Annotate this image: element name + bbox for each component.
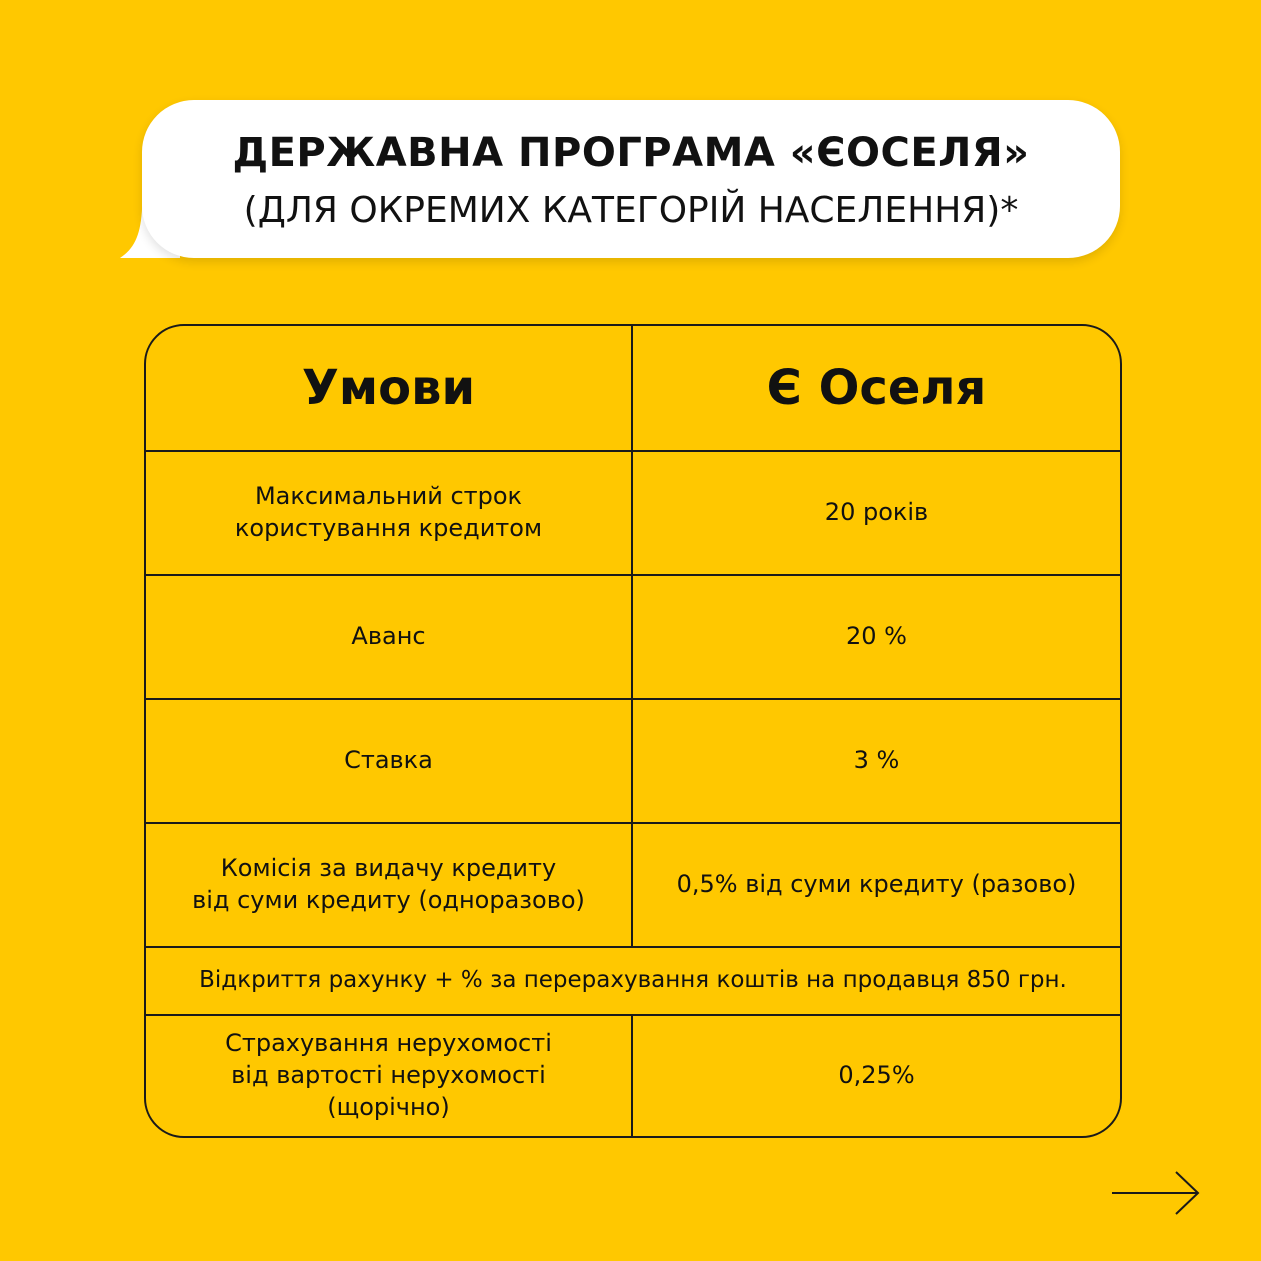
table-row xyxy=(146,450,1120,576)
header-program: Є Оселя xyxy=(766,360,987,416)
condition-cell: Максимальний строк користування кредитом xyxy=(146,450,633,574)
title-bubble xyxy=(142,100,1120,258)
value-cell: 3 % xyxy=(853,746,900,774)
table-row xyxy=(146,574,1120,700)
page-title: ДЕРЖАВНА ПРОГРАМА «ЄОСЕЛЯ» xyxy=(232,130,1030,176)
value-cell: 0,5% від суми кредиту (разово) xyxy=(676,870,1077,898)
full-width-cell: Відкриття рахунку + % за перерахування коштів на продавця 850 грн. xyxy=(199,967,1067,993)
condition-cell: Комісія за видачу кредиту від суми кредиту (одноразово) xyxy=(146,822,633,946)
page-subtitle: (ДЛЯ ОКРЕМИХ КАТЕГОРІЙ НАСЕЛЕННЯ)* xyxy=(243,190,1019,231)
table-row-full xyxy=(146,946,1120,1016)
table-row xyxy=(146,822,1120,948)
value-cell: 0,25% xyxy=(838,1061,915,1089)
table-header-row xyxy=(146,326,1120,452)
condition-cell: Аванс xyxy=(146,574,633,698)
condition-cell: Страхування нерухомості від вартості нерухомості (щорічно) xyxy=(146,1014,633,1136)
table-row xyxy=(146,698,1120,824)
arrow-right-icon[interactable] xyxy=(1112,1170,1202,1216)
value-cell: 20 % xyxy=(846,622,907,650)
value-cell: 20 років xyxy=(824,498,929,526)
conditions-table xyxy=(144,324,1122,1138)
table-row xyxy=(146,1014,1120,1136)
header-conditions: Умови xyxy=(146,326,633,450)
condition-cell: Ставка xyxy=(146,698,633,822)
